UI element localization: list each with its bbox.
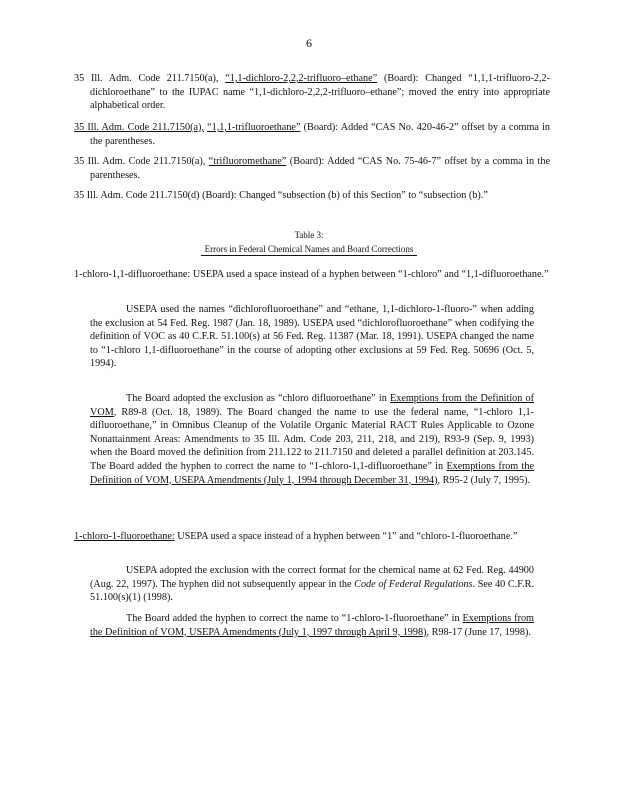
- entry-heading: [74, 530, 550, 544]
- paragraph-text: . See: [472, 578, 493, 590]
- amendment-item: [74, 155, 550, 182]
- table-title: Table 3:: [294, 230, 324, 240]
- chemical-name: “trifluoromethane”: [208, 156, 287, 167]
- paragraph-text: , R98-17 (June 17, 1998).: [426, 626, 531, 638]
- paragraph-text: , R89-8 (Oct. 18, 1989). The Board changed the name to use the federal name, “1-chloro 1,1-difluoroethane,” in Omnibus Cleanup of the Volatile Organic Material RACT Rules Applicable to Ozone Nonattainment Areas: Amendments to 35 Ill. Adm. Code 203, 211, 218, and 219), R93-9 (Sep. 9, 1993) when the Board moved the definition from 211.122 to 211.7150 and deleted a parallel definition at 203.145. The Board added the hyphen to correct the name to “1-chloro-1,1-difluoroethane” in: [90, 406, 534, 472]
- entry-paragraph: USEPA used the names “dichlorofluoroethane” and “ethane, 1,1-dichloro-1-fluoro-” when adding the exclusion at 54 Fed. Reg. 1987 (Jan. 18, 1989). USEPA used “dichlorofluoroethane” when codifying the definition of VOC as 40 C.F.R. 51.100(s) at 56 Fed. Reg. 11387 (Mar. 18, 1991). USEPA changed the name to “1-chloro 1,1-difluoroethane” in the course of adopting other exclusions at 59 Fed. Reg. 50696 (Oct. 5, 1994).: [90, 304, 534, 370]
- publication-title: Code of Federal Regulations: [354, 578, 473, 590]
- amendment-item: [74, 189, 550, 203]
- code-citation: 35 Ill. Adm. Code 211.7150(a),: [74, 156, 206, 167]
- amendment-text: (Board): Changed “subsection (b) of this Section” to “subsection (b).”: [199, 190, 488, 201]
- amendment-text: (Board): Changed “1,1,1-trifluoro-2,2-dichloroethane” to the IUPAC name “1,1-dichloro-2,2,2-trifluoro–ethane”; moved the entry into appropriate alphabetical order.: [90, 73, 550, 112]
- rulemaking-title: Exemptions from the Definition of VOM, USEPA Amendments (July 1, 1997 through April 9, 1998): [90, 613, 534, 638]
- table-subtitle-text: Errors in Federal Chemical Names and Board Corrections: [201, 244, 418, 256]
- paragraph-text: , R95-2 (July 7, 1995).: [437, 474, 531, 486]
- amendment-text: (Board): Added “CAS No. 75-46-7” offset by a comma in the parentheses.: [90, 156, 550, 181]
- entry-paragraph: [90, 564, 534, 605]
- code-citation: 35 Ill. Adm. Code 211.7150(a),: [74, 122, 204, 133]
- paragraph-text: The Board added the hyphen to correct the name to “1-chloro-1-fluoroethane” in: [126, 613, 463, 624]
- code-citation: 35 Ill. Adm. Code 211.7150(d): [74, 190, 200, 201]
- entry-chemical-name: 1-chloro-1-fluoroethane:: [74, 531, 175, 542]
- paragraph-text: 40 C.F.R. 51.100(s)(1) (1998).: [90, 578, 534, 604]
- table-subtitle: [0, 243, 618, 255]
- rulemaking-title: Exemptions from the Definition of VOM: [90, 393, 535, 418]
- amendment-item: [74, 72, 550, 113]
- entry-heading: [74, 268, 550, 282]
- page-number: 6: [306, 36, 312, 50]
- paragraph-text: The Board adopted the exclusion as “chloro difluoroethane” in: [126, 393, 390, 404]
- entry-chemical-name: 1-chloro-1,1-difluoroethane:: [74, 269, 191, 280]
- chemical-name: “1,1-dichloro-2,2,2-trifluoro–ethane”: [225, 73, 378, 84]
- rulemaking-title: Exemptions from the Definition of VOM, USEPA Amendments (July 1, 1994 through December 31, 1994): [90, 460, 535, 486]
- entry-paragraph: [90, 392, 534, 487]
- amendment-text: (Board): Added “CAS No. 420-46-2” offset by a comma in the parentheses.: [90, 122, 550, 147]
- paragraph-text: USEPA adopted the exclusion with the correct format for the chemical name at 62 Fed. Reg. 44900 (Aug. 22, 1997). The hyphen did not subsequently appear in the: [90, 565, 534, 590]
- entry-heading-text: USEPA used a space instead of a hyphen between “1” and “chloro-1-fluoroethane.”: [174, 531, 518, 542]
- entry-heading-text: USEPA used a space instead of a hyphen between “1-chloro” and “1,1-difluoroethane.”: [190, 269, 549, 280]
- code-citation: 35 Ill. Adm. Code 211.7150(a),: [74, 73, 219, 84]
- amendment-item: [74, 121, 550, 148]
- chemical-name: “1,1,1-trifluoroethane”: [207, 122, 301, 133]
- entry-paragraph: [90, 612, 534, 639]
